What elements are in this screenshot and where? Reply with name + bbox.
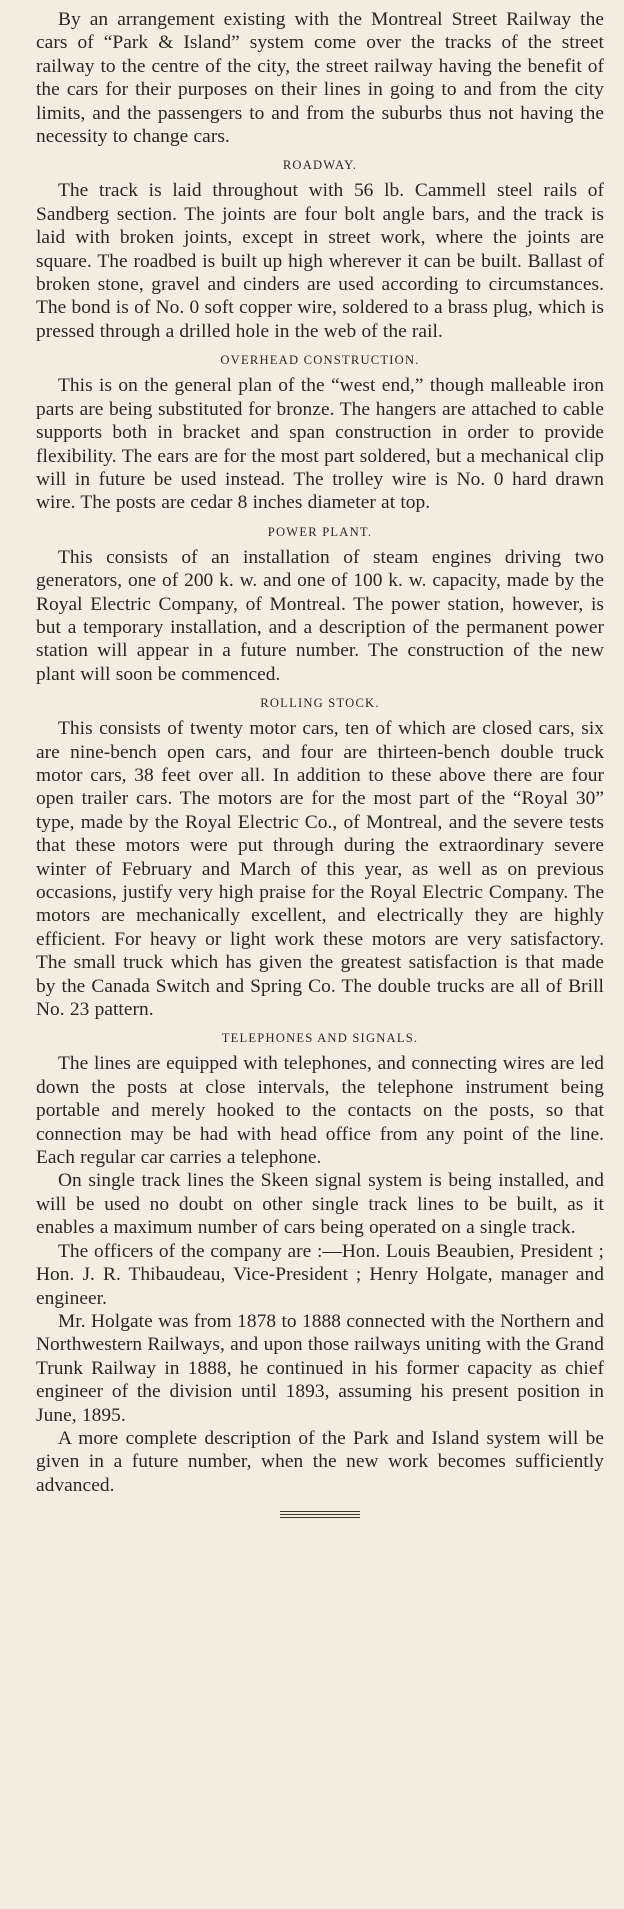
- overhead-construction-heading: OVERHEAD CONSTRUCTION.: [220, 353, 420, 368]
- closing-paragraph: A more complete description of the Park and Island system will be given in a future number, when the new work becomes sufficiently advanced.: [36, 1427, 604, 1496]
- signals-paragraph: On single track lines the Skeen signal system is being installed, and will be used no doubt on other single track lines to be built, as it enables a maximum number of cars being operated on a single track.: [36, 1170, 604, 1239]
- rolling-stock-paragraph: This consists of twenty motor cars, ten of which are closed cars, six are nine-bench open cars, and four are thirteen-bench double truck motor cars, 38 feet over all. In addition to these above there are four open trailer cars. The motors are for the most part of the “Royal 30” type, made by the Royal Electric Co., of Montreal, and the severe tests that these motors were put through during the extraordinary severe winter of February and March of this year, as well as on previous occasions, justify very high praise for the Royal Electric Company. The motors are mechanically excellent, and electrically they are highly efficient. For heavy or light work these motors are very satisfactory. The small truck which has given the greatest satisfaction is that made by the Canada Switch and Spring Co. The double trucks are all of Brill No. 23 pattern.: [36, 718, 604, 1021]
- holgate-paragraph: Mr. Holgate was from 1878 to 1888 connected with the Northern and Northwestern Railways, and upon those railways uniting with the Grand Trunk Railway in 1888, he continued in his former capacity as chief engineer of the division until 1893, assuming his present position in June, 1895.: [36, 1310, 604, 1426]
- telephones-paragraph: The lines are equipped with telephones, and connecting wires are led down the posts at close intervals, the telephone instrument being portable and merely hooked to the contacts on the posts, so that connection may be had with head office from any point of the line. Each regular car carries a telephone.: [36, 1053, 604, 1169]
- roadway-heading: ROADWAY.: [282, 158, 358, 173]
- roadway-paragraph: The track is laid throughout with 56 lb. Cammell steel rails of Sandberg section. The joints are four bolt angle bars, and the track is laid with broken joints, except in street work, where the joints are square. The roadbed is built up high wherever it can be built. Ballast of broken stone, gravel and cinders are used according to circumstances. The bond is of No. 0 soft copper wire, soldered to a brass plug, which is pressed through a drilled hole in the web of the rail.: [36, 180, 604, 342]
- intro-paragraph: By an arrangement existing with the Montreal Street Railway the cars of “Park & Island” system come over the tracks of the street railway to the centre of the city, the street railway having the benefit of the cars for their purposes on their lines in going to and from the city limits, and the passengers to and from the suburbs thus not having the necessity to change cars.: [36, 9, 604, 148]
- officers-paragraph: The officers of the company are :—Hon. Louis Beaubien, President ; Hon. J. R. Thibaudeau, Vice-President ; Henry Holgate, manager and engineer.: [36, 1240, 604, 1309]
- rolling-stock-heading: ROLLING STOCK.: [260, 696, 380, 711]
- overhead-construction-paragraph: This is on the general plan of the “west end,” though malleable iron parts are being substituted for bronze. The hangers are attached to cable supports both in bracket and span construction in order to provide flexibility. The ears are for the most part soldered, but a mechanical clip will in future be used instead. The trolley wire is No. 0 hard drawn wire. The posts are cedar 8 inches diameter at top.: [36, 375, 604, 514]
- power-plant-paragraph: This consists of an installation of steam engines driving two generators, one of 200 k. w. and one of 100 k. w. capacity, made by the Royal Electric Company, of Montreal. The power station, however, is but a temporary installation, and a description of the permanent power station will appear in a future number. The construction of the new plant will soon be commenced.: [36, 546, 604, 685]
- telephones-signals-heading: TELEPHONES AND SIGNALS.: [221, 1031, 419, 1046]
- power-plant-heading: POWER PLANT.: [267, 524, 373, 539]
- article-body: [36, 8, 604, 1520]
- end-rule-divider: [280, 1511, 360, 1518]
